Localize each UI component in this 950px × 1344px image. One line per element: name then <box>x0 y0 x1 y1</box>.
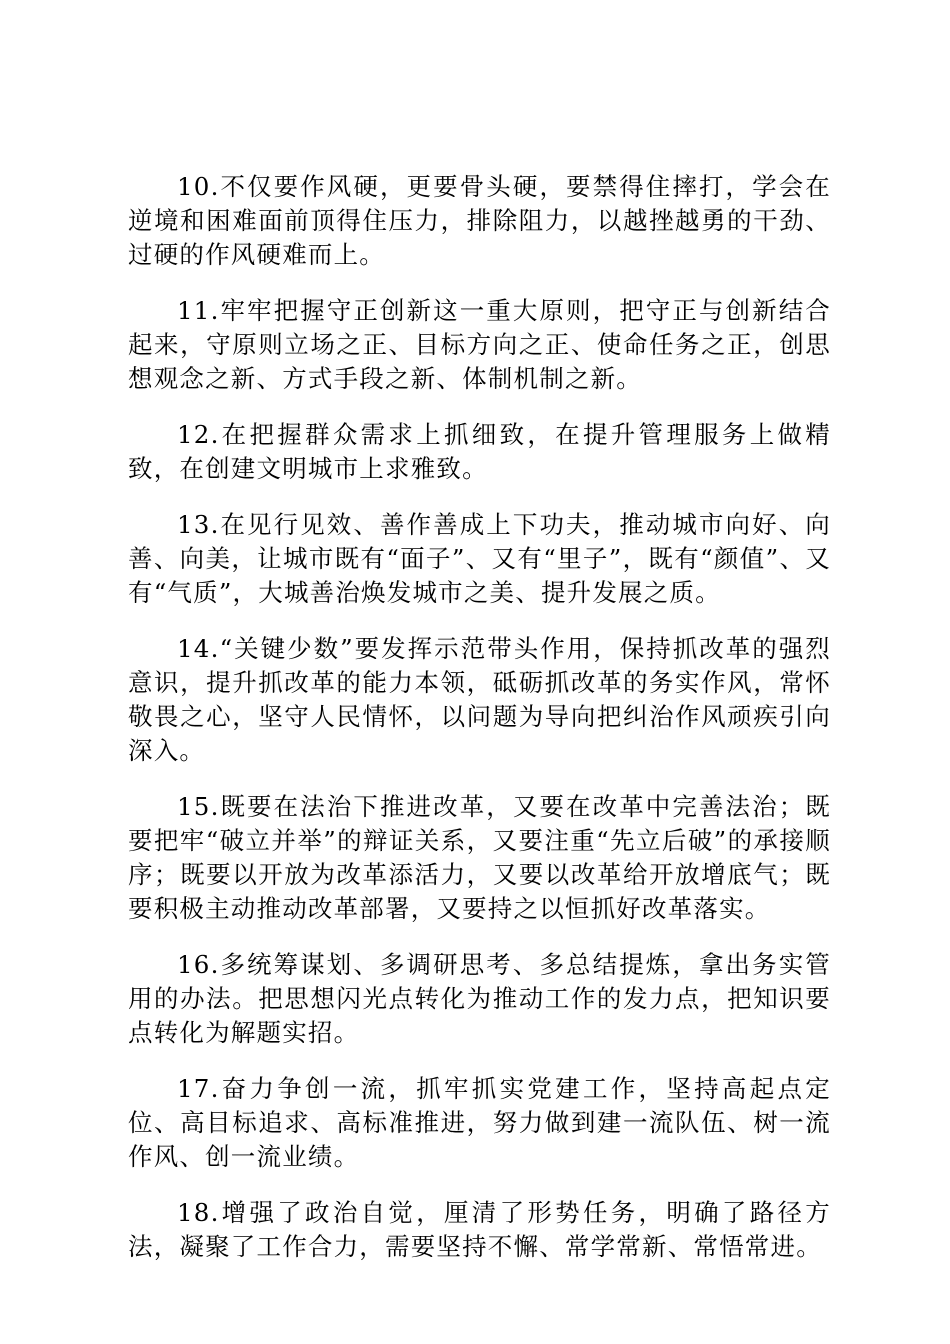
paragraph-10: 10.不仅要作风硬，更要骨头硬，要禁得住摔打，学会在逆境和困难面前顶得住压力，排除阻力，以越挫越勇的干劲、过硬的作风硬难而上。 <box>128 172 831 269</box>
paragraph-11: 11.牢牢把握守正创新这一重大原则，把守正与创新结合起来，守原则立场之正、目标方向之正、使命任务之正，创思想观念之新、方式手段之新、体制机制之新。 <box>128 296 831 393</box>
document-body <box>128 170 831 1286</box>
paragraph-13: 13.在见行见效、善作善成上下功夫，推动城市向好、向善、向美，让城市既有“面子”、又有“里子”，既有“颜值”、又有“气质”，大城善治焕发城市之美、提升发展之质。 <box>128 510 831 607</box>
paragraph-14: 14.“关键少数”要发挥示范带头作用，保持抓改革的强烈意识，提升抓改革的能力本领，砥砺抓改革的务实作风，常怀敬畏之心，坚守人民情怀，以问题为导向把纠治作风顽疾引向深入。 <box>128 634 831 765</box>
paragraph-16: 16.多统筹谋划、多调研思考、多总结提炼，拿出务实管用的办法。把思想闪光点转化为推动工作的发力点，把知识要点转化为解题实招。 <box>128 950 831 1047</box>
paragraph-17: 17.奋力争创一流，抓牢抓实党建工作，坚持高起点定位、高目标追求、高标准推进，努力做到建一流队伍、树一流作风、创一流业绩。 <box>128 1074 831 1171</box>
paragraph-15: 15.既要在法治下推进改革，又要在改革中完善法治；既要把牢“破立并举”的辩证关系，又要注重“先立后破”的承接顺序；既要以开放为改革添活力，又要以改革给开放增底气；既要积极主动推动改革部署，又要持之以恒抓好改革落实。 <box>128 792 831 923</box>
paragraph-18: 18.增强了政治自觉，厘清了形势任务，明确了路径方法，凝聚了工作合力，需要坚持不懈、常学常新、常悟常进。 <box>128 1198 831 1261</box>
paragraph-12: 12.在把握群众需求上抓细致，在提升管理服务上做精致，在创建文明城市上求雅致。 <box>128 420 831 483</box>
